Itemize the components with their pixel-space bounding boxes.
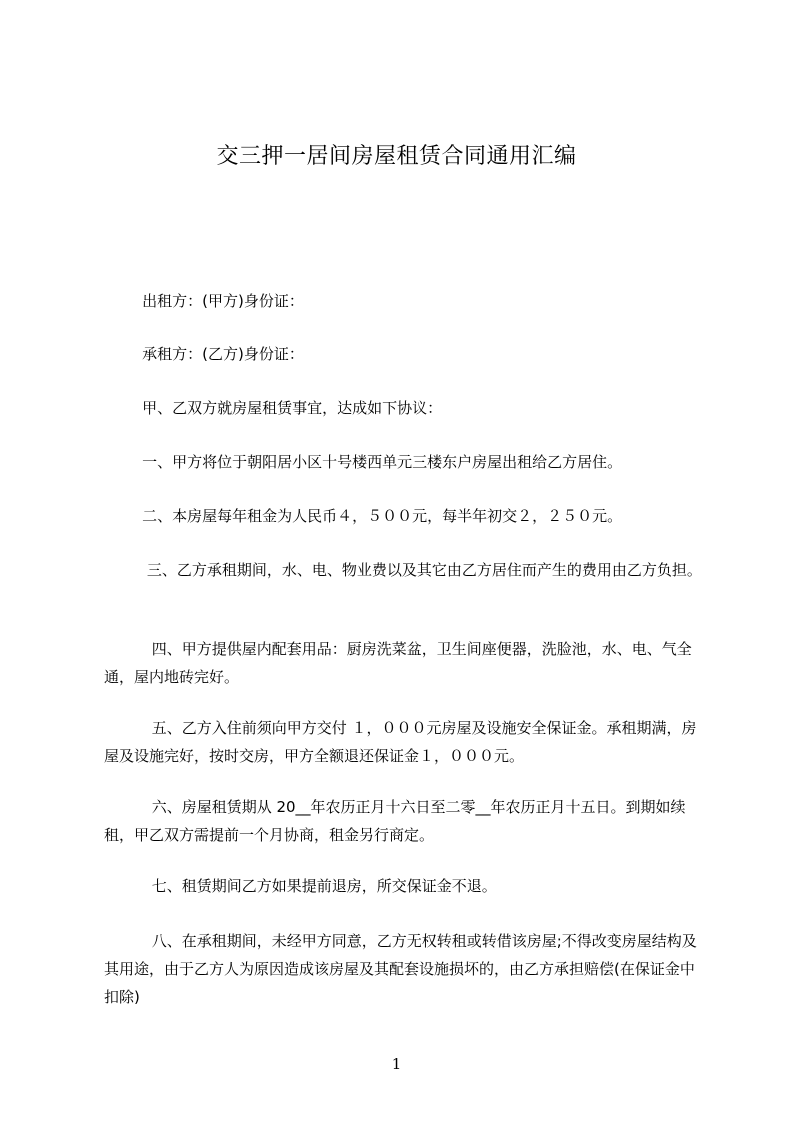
paragraph-clause-8: 八、在承租期间，未经甲方同意，乙方无权转租或转借该房屋;不得改变房屋结构及其用途，由于乙方人为原因造成该房屋及其配套设施损坏的，由乙方承担赔偿(在保证金中扣除): [104, 932, 697, 1006]
paragraph-clause-6: 六、房屋租赁期从 20__年农历正月十六日至二零__年农历正月十五日。到期如续租，甲乙双方需提前一个月协商，租金另行商定。: [104, 798, 686, 844]
paragraph-lessor: 出租方：(甲方)身份证：: [104, 292, 304, 310]
paragraph-clause-3: 三、乙方承租期间，水、电、物业费以及其它由乙方居住而产生的费用由乙方负担。: [104, 561, 702, 579]
paragraph-lessee: 承租方：(乙方)身份证：: [104, 345, 304, 363]
paragraph-clause-1: 一、甲方将位于朝阳居小区十号楼西单元三楼东户房屋出租给乙方居住。: [104, 453, 623, 471]
paragraph-agreement-intro: 甲、乙双方就房屋租赁事宜，达成如下协议：: [104, 399, 443, 417]
paragraph-clause-2: 二、本房屋每年租金为人民币４，５００元，每半年初交２，２５０元。: [104, 507, 623, 525]
paragraph-clause-7: 七、租赁期间乙方如果提前退房，所交保证金不退。: [104, 877, 497, 895]
paragraph-clause-5: 五、乙方入住前须向甲方交付 １，０００元房屋及设施安全保证金。承租期满，房屋及设施完好，按时交房，甲方全额退还保证金１，０００元。: [104, 719, 697, 765]
page-number: 1: [391, 1055, 402, 1073]
document-title: 交三押一居间房屋租赁合同通用汇编: [216, 144, 577, 169]
paragraph-clause-4: 四、甲方提供屋内配套用品：厨房洗菜盆，卫生间座便器，洗脸池，水、电、气全通，屋内地砖完好。: [104, 640, 692, 686]
